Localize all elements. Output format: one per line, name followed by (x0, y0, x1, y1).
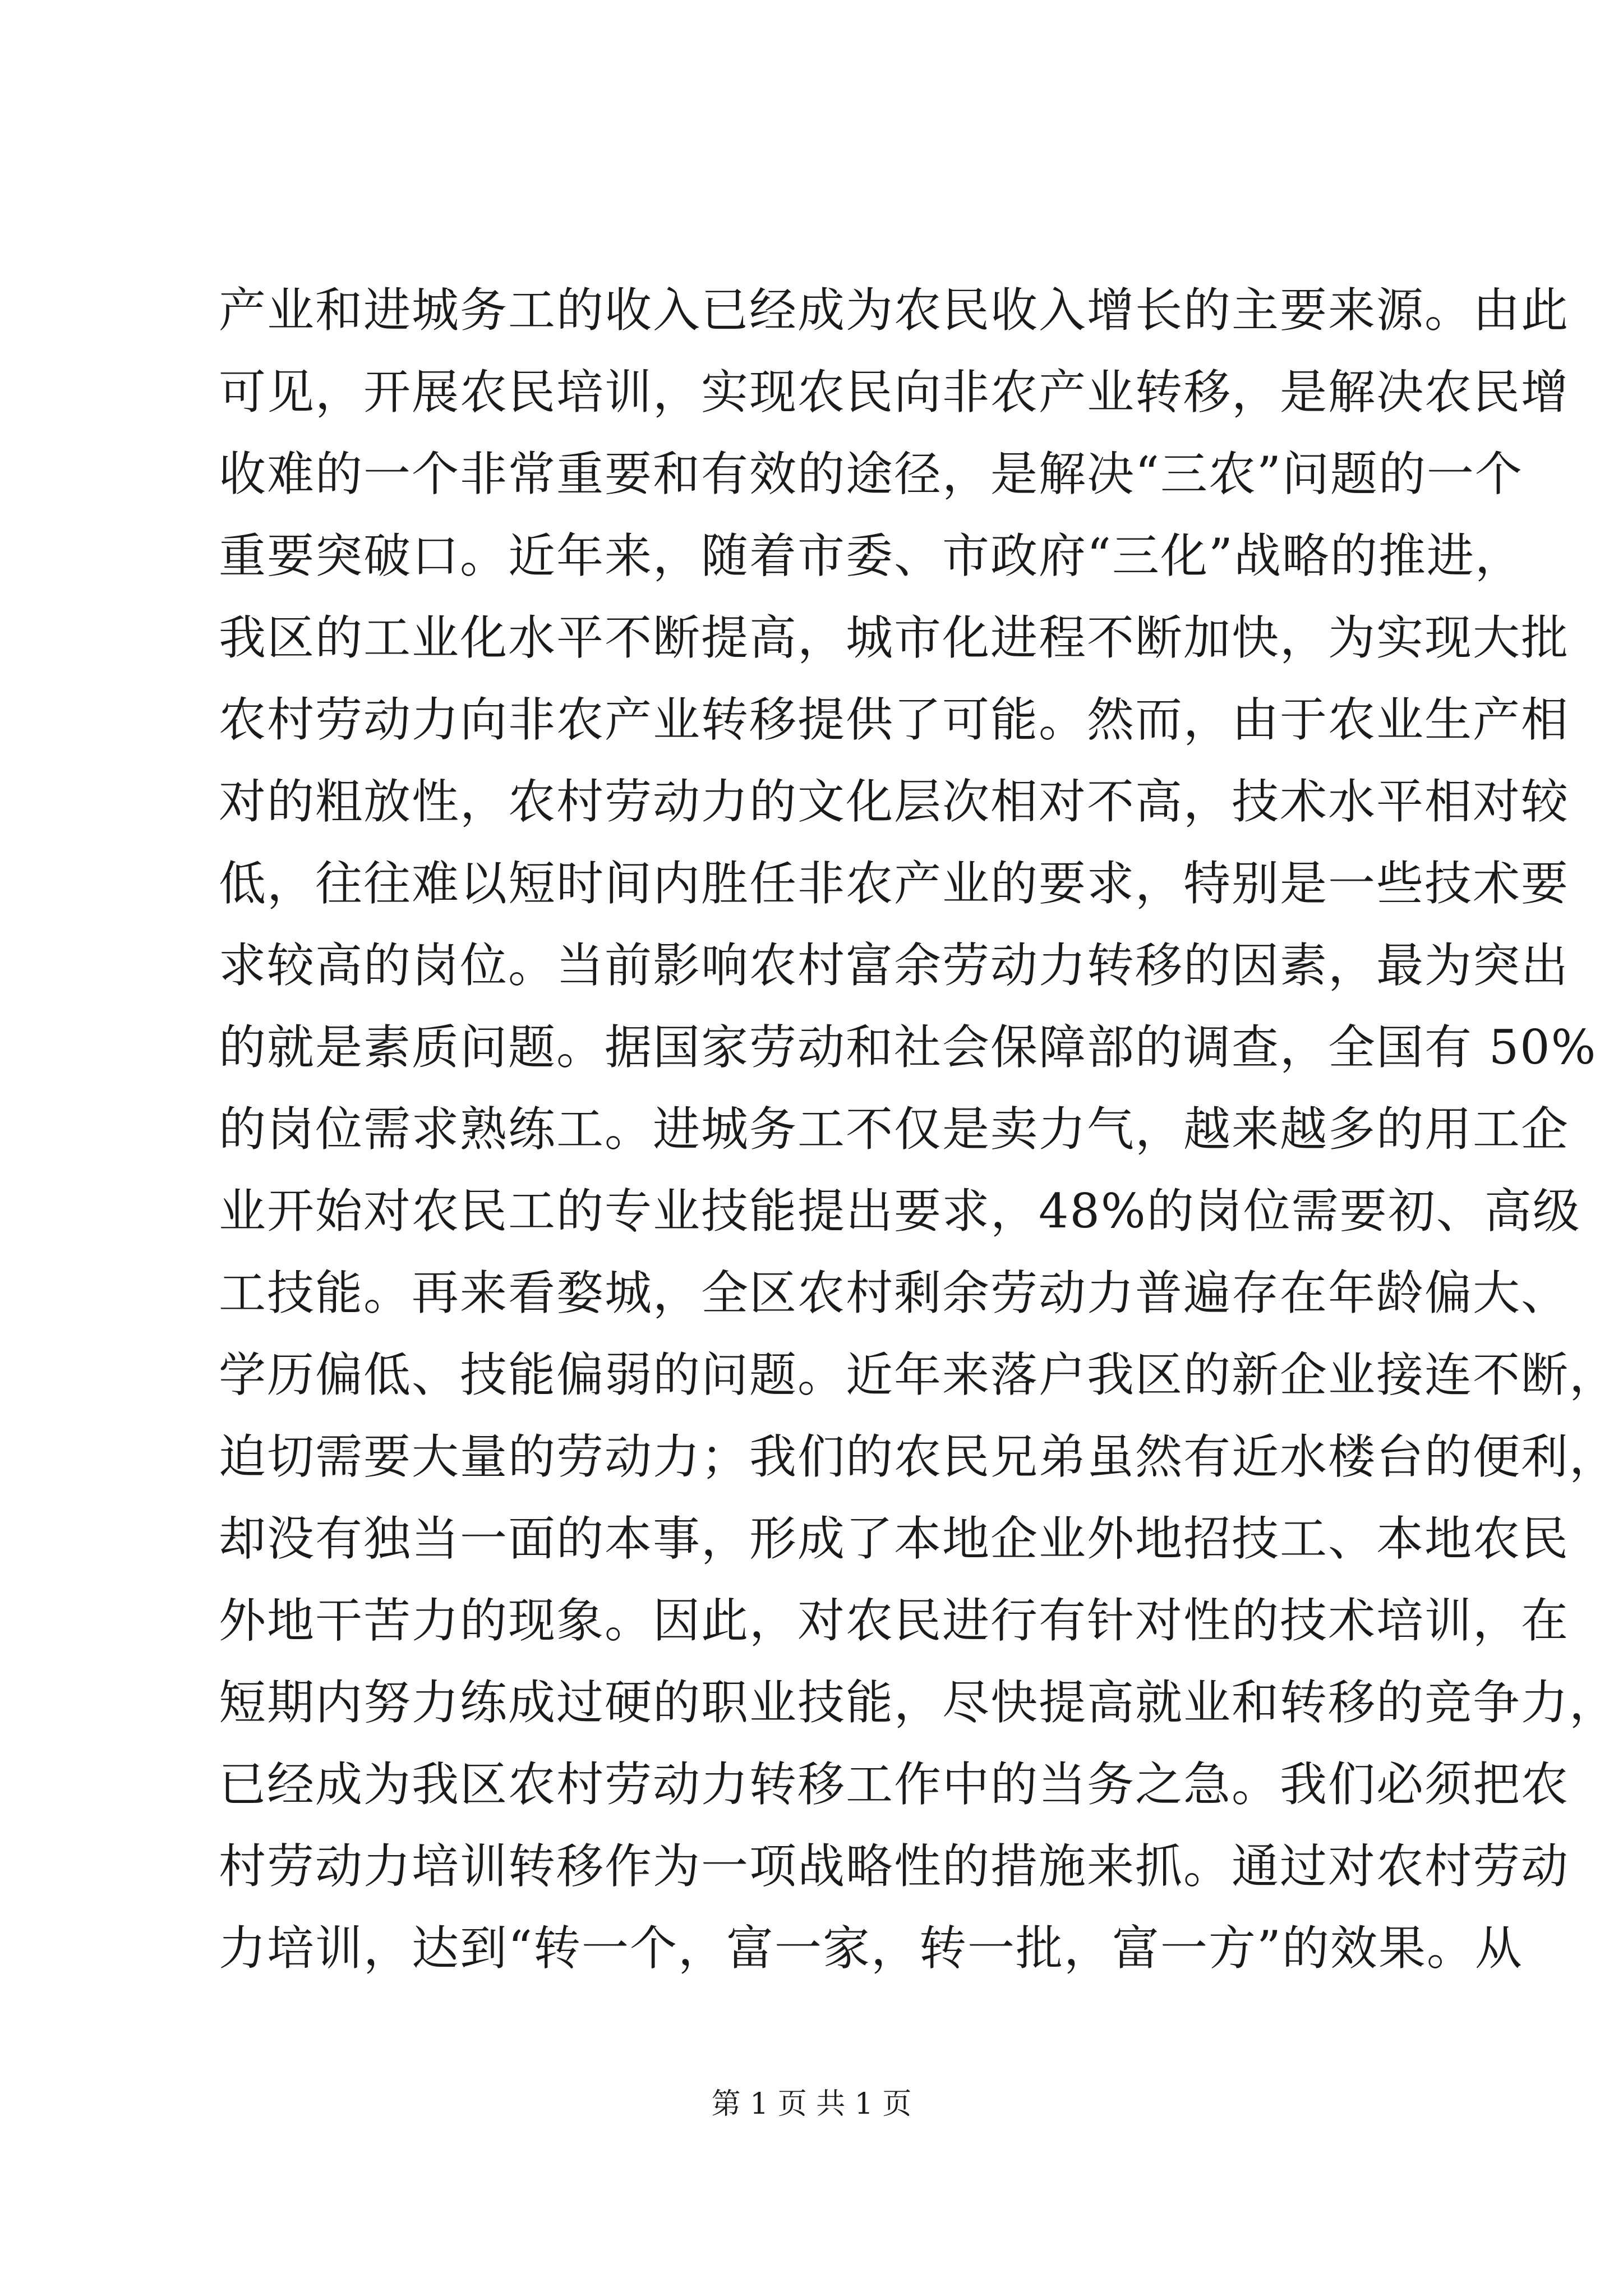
text-line: 工技能。再来看婺城，全区农村剩余劳动力普遍存在年龄偏大、 (219, 1266, 1570, 1320)
text-line: 短期内努力练成过硬的职业技能，尽快提高就业和转移的竞争力， (219, 1675, 1618, 1730)
text-line: 却没有独当一面的本事，形成了本地企业外地招技工、本地农民 (219, 1511, 1570, 1566)
text-line: 收难的一个非常重要和有效的途径，是解决“三农”问题的一个 (219, 447, 1523, 501)
text-line: 业开始对农民工的专业技能提出要求，48%的岗位需要初、高级 (219, 1184, 1581, 1239)
body-text (219, 269, 1618, 1989)
text-line: 学历偏低、技能偏弱的问题。近年来落户我区的新企业接连不断， (219, 1347, 1618, 1402)
text-line: 对的粗放性，农村劳动力的文化层次相对不高，技术水平相对较 (219, 774, 1570, 829)
text-line: 迫切需要大量的劳动力；我们的农民兄弟虽然有近水楼台的便利， (219, 1429, 1618, 1484)
text-line: 已经成为我区农村劳动力转移工作中的当务之急。我们必须把农 (219, 1757, 1570, 1812)
text-line: 力培训，达到“转一个，富一家，转一批，富一方”的效果。从 (219, 1921, 1523, 1976)
text-line: 外地干苦力的现象。因此，对农民进行有针对性的技术培训，在 (219, 1593, 1570, 1648)
text-line: 我区的工业化水平不断提高，城市化进程不断加快，为实现大批 (219, 610, 1570, 665)
text-line: 村劳动力培训转移作为一项战略性的措施来抓。通过对农村劳动 (219, 1839, 1570, 1894)
text-line: 求较高的岗位。当前影响农村富余劳动力转移的因素，最为突出 (219, 938, 1570, 993)
text-line: 产业和进城务工的收入已经成为农民收入增长的主要来源。由此 (219, 283, 1570, 338)
text-line: 农村劳动力向非农产业转移提供了可能。然而，由于农业生产相 (219, 692, 1570, 747)
text-line: 的就是素质问题。据国家劳动和社会保障部的调查，全国有 50% (219, 1020, 1597, 1075)
page-footer (0, 2085, 1623, 2124)
text-line: 低，往往难以短时间内胜任非农产业的要求，特别是一些技术要 (219, 856, 1570, 911)
text-line: 可见，开展农民培训，实现农民向非农产业转移，是解决农民增 (219, 365, 1570, 420)
text-line: 的岗位需求熟练工。进城务工不仅是卖力气，越来越多的用工企 (219, 1102, 1570, 1157)
text-line: 重要突破口。近年来，随着市委、市政府“三化”战略的推进， (219, 528, 1523, 583)
page-number-label: 第 1 页 共 1 页 (711, 2087, 912, 2121)
